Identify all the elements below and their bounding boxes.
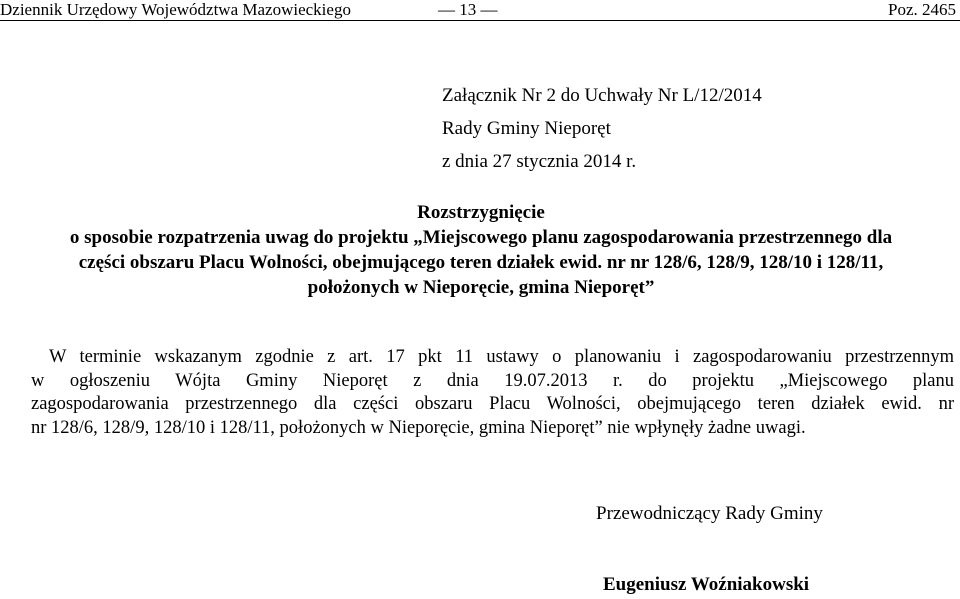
page-number: — 13 —	[438, 0, 498, 19]
resolution-title: Rozstrzygnięcie	[417, 202, 545, 223]
resolution-line: położonych w Nieporęcie, gmina Nieporęt”	[307, 277, 655, 298]
resolution-line: części obszaru Placu Wolności, obejmującego teren działek ewid. nr nr 128/6, 128/9, 128/10 i 128/11,	[78, 252, 884, 273]
position-number: Poz. 2465	[888, 0, 956, 19]
signature-title: Przewodniczący Rady Gminy	[596, 503, 823, 524]
publication-title: Dziennik Urzędowy Województwa Mazowieckiego	[0, 0, 351, 19]
resolution-heading	[22, 200, 940, 300]
annex-council: Rady Gminy Nieporęt	[442, 118, 611, 139]
signature-name: Eugeniusz Woźniakowski	[603, 574, 810, 595]
body-line: w ogłoszeniu Wójta Gminy Nieporęt z dnia 19.07.2013 r. do projektu „Miejscowego planu	[31, 370, 954, 391]
annex-block	[442, 79, 762, 178]
page-header	[0, 0, 960, 21]
annex-date: z dnia 27 stycznia 2014 r.	[442, 151, 637, 172]
annex-line: Załącznik Nr 2 do Uchwały Nr L/12/2014	[442, 85, 762, 106]
body-paragraph	[31, 346, 954, 440]
body-line: nr 128/6, 128/9, 128/10 i 128/11, położonych w Nieporęcie, gmina Nieporęt” nie wpłynęły żadne uwagi.	[31, 417, 806, 438]
body-line: zagospodarowania przestrzennego dla części obszaru Placu Wolności, obejmującego teren działek ewid. nr	[31, 394, 954, 414]
body-line: W terminie wskazanym zgodnie z art. 17 pkt 11 ustawy o planowaniu i zagospodarowaniu przestrzennym	[49, 347, 954, 367]
resolution-line: o sposobie rozpatrzenia uwag do projektu „Miejscowego planu zagospodarowania przestrzennego dla	[69, 227, 893, 248]
